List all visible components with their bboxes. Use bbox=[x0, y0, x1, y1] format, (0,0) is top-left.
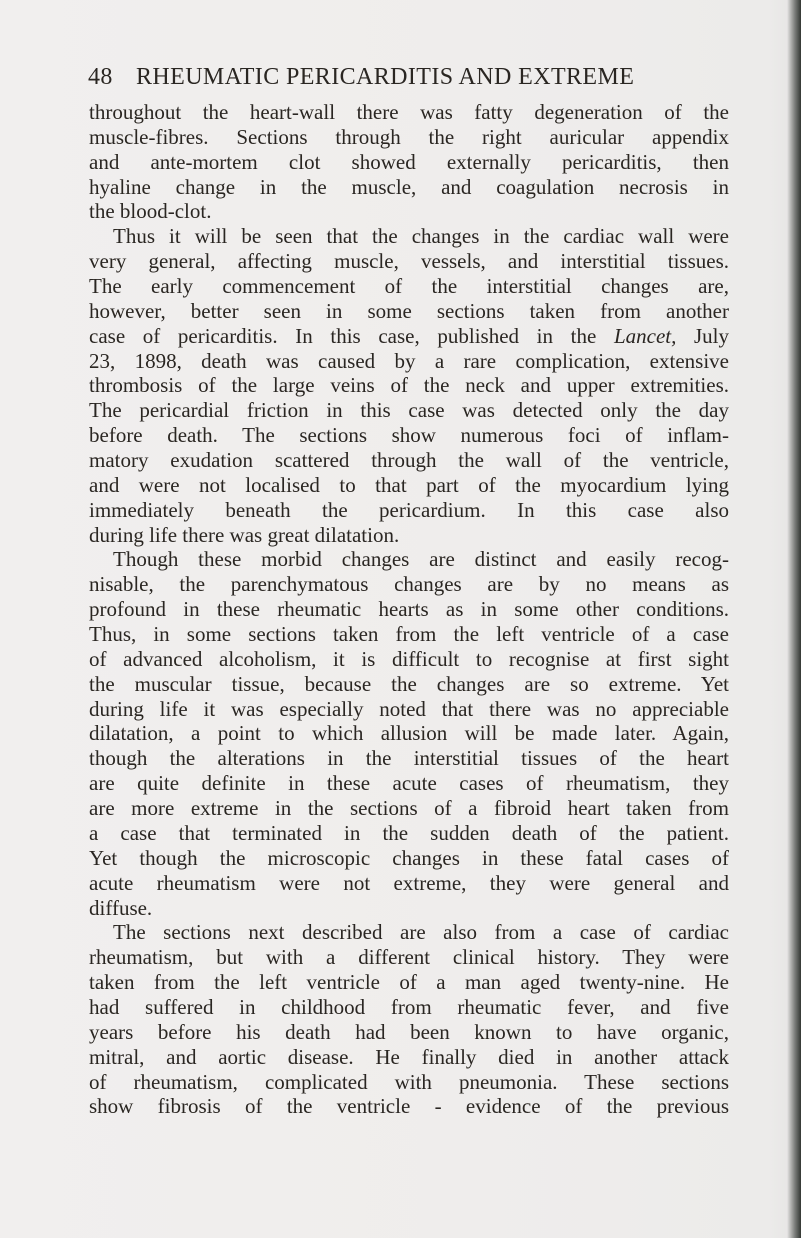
body-text bbox=[89, 100, 779, 1119]
text-line: years before his death had been known to have organic, bbox=[89, 1019, 729, 1044]
text-line: diffuse. bbox=[89, 895, 153, 920]
text-line-with-italic bbox=[89, 324, 729, 349]
text-line: muscle-fibres. Sections through the right auricular appendix bbox=[89, 124, 729, 149]
text-line: the muscular tissue, because the changes are so extreme. Yet bbox=[89, 671, 729, 696]
text-line: dilatation, a point to which allusion will be made later. Again, bbox=[89, 721, 729, 746]
text-line: had suffered in childhood from rheumatic fever, and five bbox=[89, 994, 729, 1019]
text-line: the blood-clot. bbox=[89, 199, 212, 224]
text-run: July bbox=[676, 323, 729, 348]
text-line: mitral, and aortic disease. He finally died in another attack bbox=[89, 1044, 729, 1069]
text-line: though the alterations in the interstitial tissues of the heart bbox=[89, 746, 729, 771]
text-line: and ante-mortem clot showed externally pericarditis, then bbox=[89, 149, 729, 174]
text-line: Though these morbid changes are distinct and easily recog- bbox=[113, 547, 729, 572]
text-line: taken from the left ventricle of a man aged twenty-nine. He bbox=[89, 970, 729, 995]
journal-title: Lancet, bbox=[613, 323, 677, 348]
text-line: immediately beneath the pericardium. In this case also bbox=[89, 497, 729, 522]
text-line: show fibrosis of the ventricle - evidence of the previous bbox=[89, 1094, 729, 1119]
running-head: RHEUMATIC PERICARDITIS AND EXTREME bbox=[136, 64, 635, 90]
text-line: acute rheumatism were not extreme, they were general and bbox=[89, 870, 729, 895]
text-line: a case that terminated in the sudden death of the patient. bbox=[89, 820, 729, 845]
text-line: nisable, the parenchymatous changes are by no means as bbox=[89, 572, 729, 597]
text-line: profound in these rheumatic hearts as in some other conditions. bbox=[89, 597, 729, 622]
page-header bbox=[88, 64, 728, 94]
text-line: during life there was great dilatation. bbox=[89, 522, 400, 547]
text-line: however, better seen in some sections taken from another bbox=[89, 298, 729, 323]
text-line: of advanced alcoholism, it is difficult to recognise at first sight bbox=[89, 646, 729, 671]
text-line: thrombosis of the large veins of the neck and upper extremities. bbox=[89, 373, 729, 398]
text-line: Yet though the microscopic changes in these fatal cases of bbox=[89, 845, 729, 870]
text-line: are more extreme in the sections of a fibroid heart taken from bbox=[89, 796, 729, 821]
text-line: before death. The sections show numerous foci of inflam- bbox=[89, 423, 729, 448]
text-line: and were not localised to that part of the myocardium lying bbox=[89, 472, 729, 497]
text-line: 23, 1898, death was caused by a rare complication, extensive bbox=[89, 348, 729, 373]
text-line: are quite definite in these acute cases of rheumatism, they bbox=[89, 771, 729, 796]
text-line: The pericardial friction in this case was detected only the day bbox=[89, 398, 729, 423]
text-line: matory exudation scattered through the wall of the ventricle, bbox=[89, 448, 729, 473]
text-line: very general, affecting muscle, vessels, and interstitial tissues. bbox=[89, 249, 729, 274]
text-run: case of pericarditis. In this case, published in the bbox=[89, 323, 597, 348]
page-edge-shadow bbox=[787, 0, 801, 1238]
text-line: during life it was especially noted that there was no appreciable bbox=[89, 696, 729, 721]
text-line: Thus it will be seen that the changes in the cardiac wall were bbox=[113, 224, 729, 249]
text-line: hyaline change in the muscle, and coagulation necrosis in bbox=[89, 174, 729, 199]
text-line: Thus, in some sections taken from the left ventricle of a case bbox=[89, 622, 729, 647]
text-line: The sections next described are also from a case of cardiac bbox=[113, 920, 729, 945]
text-line: of rheumatism, complicated with pneumonia. These sections bbox=[89, 1069, 729, 1094]
text-line: The early commencement of the interstitial changes are, bbox=[89, 274, 729, 299]
text-line: throughout the heart-wall there was fatty degeneration of the bbox=[89, 100, 729, 124]
text-line: rheumatism, but with a different clinical history. They were bbox=[89, 945, 729, 970]
page-number: 48 bbox=[88, 64, 113, 90]
